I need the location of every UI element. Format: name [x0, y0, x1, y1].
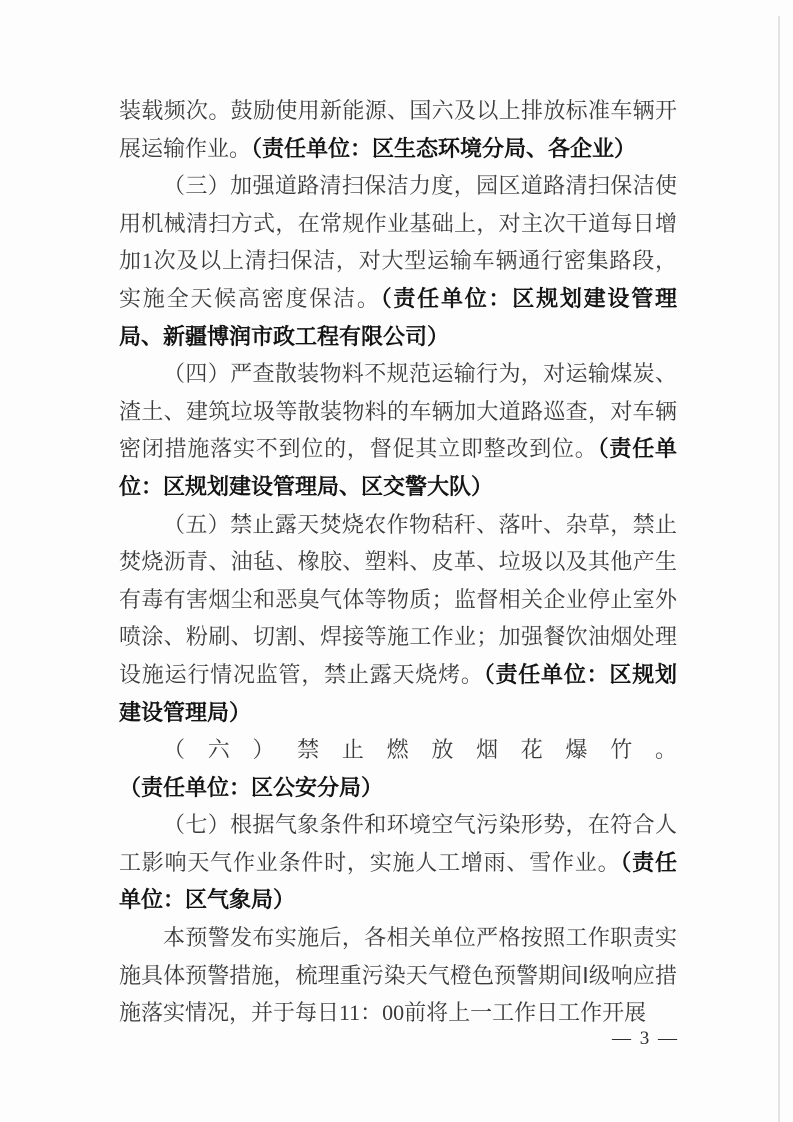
text-segment: （三）加强道路清扫保洁力度，园区道路清扫保洁使用机械清扫方式，在常规作业基础上，对主次干道每日增加1次及以上清扫保洁，对大型运输车辆通行密集路段，实施全天候高密度保洁。	[119, 173, 677, 311]
text-segment: （五）禁止露天焚烧农作物秸秆、落叶、杂草，禁止焚烧沥青、油毡、橡胶、塑料、皮革、垃圾以及其他产生有毒有害烟尘和恶臭气体等物质；监督相关企业停止室外喷涂、粉刷、切割、焊接等施工作业；加强餐饮油烟处理设施运行情况监管，禁止露天烧烤。	[119, 511, 677, 687]
page-number: — 3 —	[612, 1028, 679, 1049]
document-body	[119, 92, 677, 1032]
text-segment: （六）禁止燃放烟花爆竹。	[163, 737, 677, 763]
paragraph	[119, 731, 677, 806]
responsibility-unit: （责任单位：区规划建设管理局、区交警大队）	[119, 436, 677, 499]
paragraph	[119, 506, 677, 732]
responsibility-unit: （责任单位：区规划建设管理局、新疆博润市政工程有限公司）	[119, 285, 677, 349]
paragraph	[119, 92, 677, 167]
text-segment: 装载频次。鼓励使用新能源、国六及以上排放标准车辆开展运输作业。	[119, 98, 677, 161]
paragraph	[119, 355, 677, 505]
responsibility-unit: （责任单位：区生态环境分局、各企业）	[251, 135, 637, 161]
text-segment: （四）严查散装物料不规范运输行为，对运输煤炭、渣土、建筑垃圾等散装物料的车辆加大道路巡查，对车辆密闭措施落实不到位的，督促其立即整改到位。	[119, 361, 677, 462]
responsibility-unit: （责任单位：区气象局）	[119, 849, 677, 913]
paragraph	[119, 919, 677, 1032]
responsibility-unit: （责任单位：区规划建设管理局）	[119, 661, 677, 725]
text-segment: 本预警发布实施后，各相关单位严格按照工作职责实施具体预警措施，梳理重污染天气橙色预警期间Ⅰ级响应措施落实情况，并于每日11：00前将上一工作日工作开展	[119, 925, 677, 1026]
responsibility-unit: （责任单位：区公安分局）	[119, 774, 384, 800]
paragraph	[119, 806, 677, 919]
paragraph	[119, 167, 677, 355]
scan-edge-artifact	[778, 16, 780, 1122]
text-segment: （七）根据气象条件和环境空气污染形势，在符合人工影响天气作业条件时，实施人工增雨、雪作业。	[119, 812, 677, 875]
